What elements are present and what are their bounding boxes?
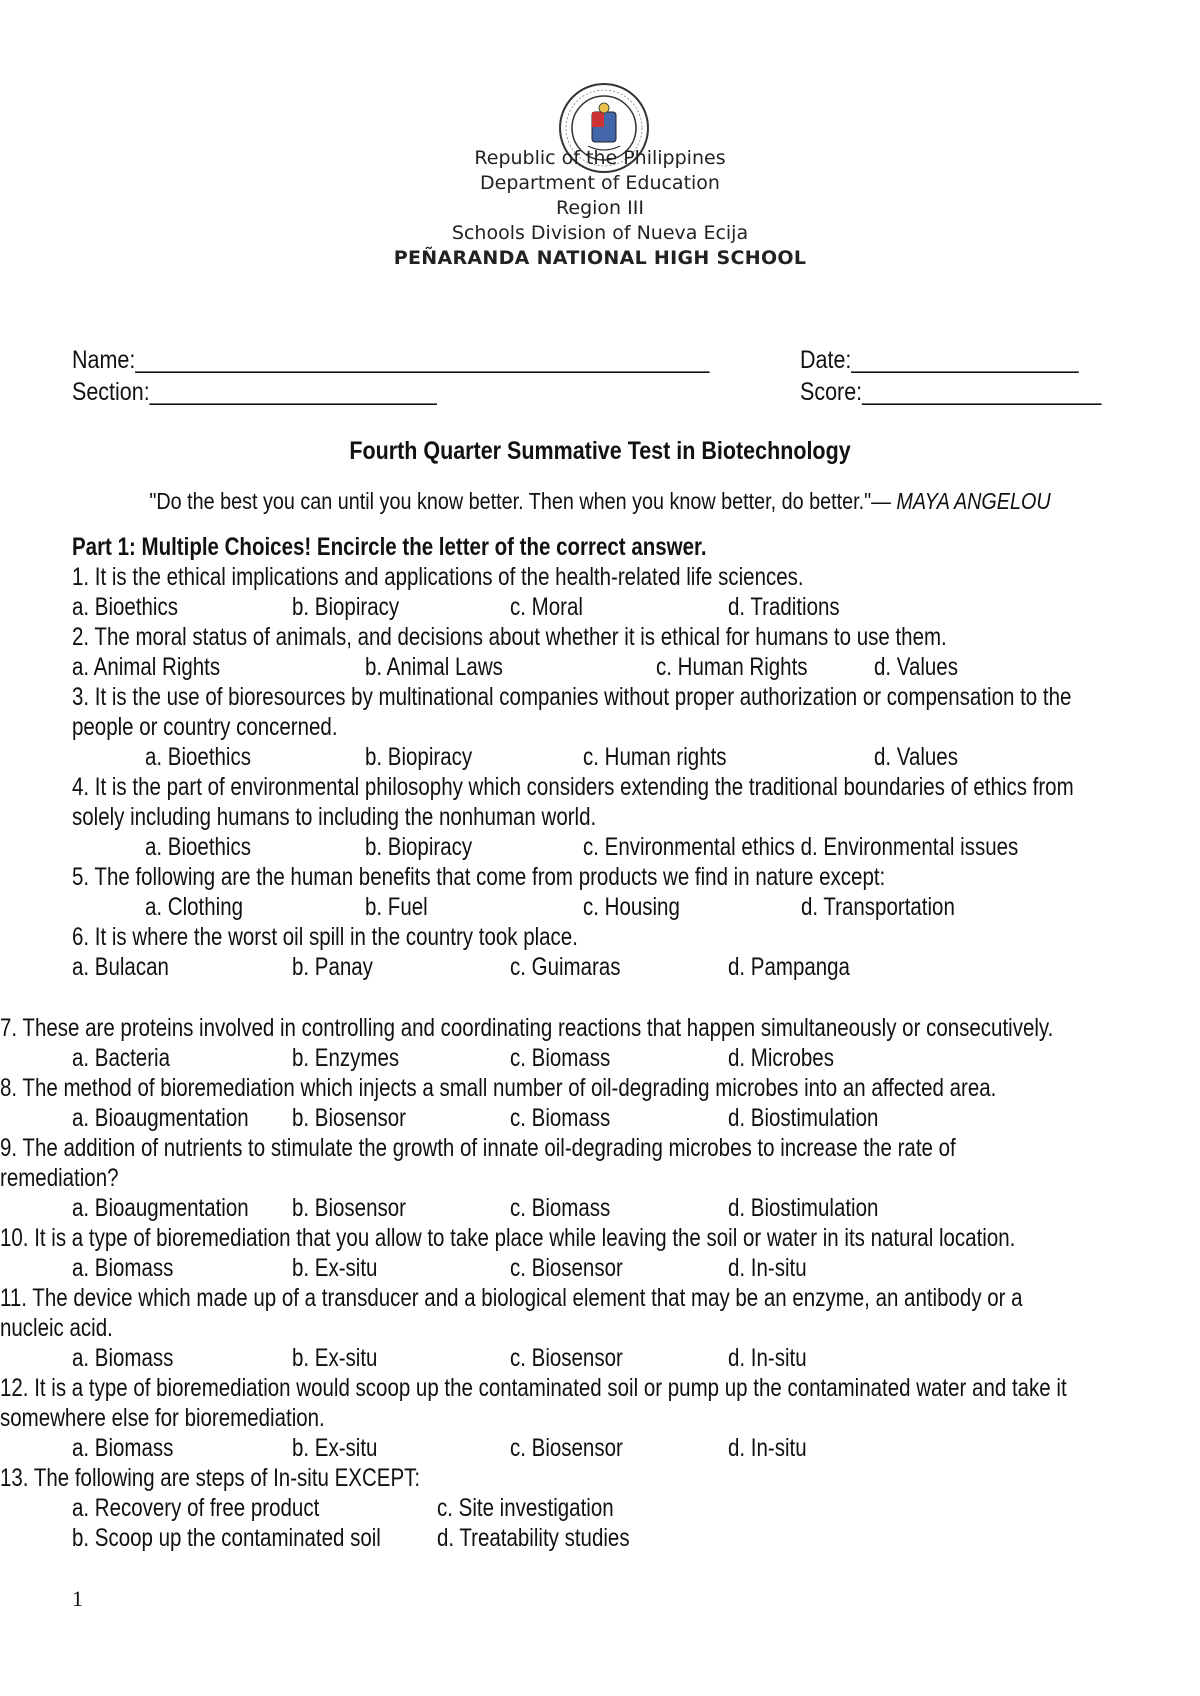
q8-option-d[interactable]: d. Biostimulation — [728, 1104, 879, 1132]
q9-option-a[interactable]: a. Bioaugmentation — [72, 1194, 249, 1222]
q1-option-c[interactable]: c. Moral — [510, 593, 583, 621]
q4-option-c[interactable]: c. Environmental ethics d. Environmental issues — [583, 833, 1019, 861]
q10-option-d[interactable]: d. In-situ — [728, 1254, 807, 1282]
question-9-line2: remediation? — [0, 1164, 119, 1192]
q10-option-a[interactable]: a. Biomass — [72, 1254, 174, 1282]
q12-option-b[interactable]: b. Ex-situ — [292, 1434, 378, 1462]
q7-option-a[interactable]: a. Bacteria — [72, 1044, 171, 1072]
q4-option-a[interactable]: a. Bioethics — [145, 833, 251, 861]
question-4-line2: solely including humans to including the nonhuman world. — [72, 803, 597, 831]
header-division: Schools Division of Nueva Ecija — [451, 222, 749, 244]
q5-option-a[interactable]: a. Clothing — [145, 893, 244, 921]
q6-option-b[interactable]: b. Panay — [292, 953, 373, 981]
q9-option-d[interactable]: d. Biostimulation — [728, 1194, 879, 1222]
quote — [84, 488, 1116, 515]
q1-option-b[interactable]: b. Biopiracy — [292, 593, 400, 621]
q12-option-d[interactable]: d. In-situ — [728, 1434, 807, 1462]
q2-option-d[interactable]: d. Values — [874, 653, 958, 681]
q5-option-b[interactable]: b. Fuel — [365, 893, 428, 921]
q3-option-c[interactable]: c. Human rights — [583, 743, 727, 771]
question-7: 7. These are proteins involved in controlling and coordinating reactions that happen simultaneously or consecutively. — [0, 1014, 1054, 1042]
question-8: 8. The method of bioremediation which injects a small number of oil-degrading microbes into an affected area. — [0, 1074, 997, 1102]
q1-option-d[interactable]: d. Traditions — [728, 593, 840, 621]
q11-option-d[interactable]: d. In-situ — [728, 1344, 807, 1372]
q3-option-b[interactable]: b. Biopiracy — [365, 743, 473, 771]
q2-option-a[interactable]: a. Animal Rights — [72, 653, 221, 681]
q13-option-d[interactable]: d. Treatability studies — [437, 1524, 630, 1552]
question-13: 13. The following are steps of In-situ EXCEPT: — [0, 1464, 421, 1492]
question-3-line2: people or country concerned. — [72, 713, 338, 741]
q9-option-b[interactable]: b. Biosensor — [292, 1194, 406, 1222]
question-6: 6. It is where the worst oil spill in the country took place. — [72, 923, 578, 951]
part1-instructions: Part 1: Multiple Choices! Encircle the letter of the correct answer. — [72, 533, 707, 561]
q7-option-c[interactable]: c. Biomass — [510, 1044, 611, 1072]
question-9-line1: 9. The addition of nutrients to stimulate the growth of innate oil-degrading microbes to increase the rate of — [0, 1134, 956, 1162]
question-5: 5. The following are the human benefits that come from products we find in nature except: — [72, 863, 886, 891]
score-field[interactable]: Score:____________________ — [800, 378, 1102, 406]
q10-option-c[interactable]: c. Biosensor — [510, 1254, 623, 1282]
q9-option-c[interactable]: c. Biomass — [510, 1194, 611, 1222]
q11-option-c[interactable]: c. Biosensor — [510, 1344, 623, 1372]
q8-option-a[interactable]: a. Bioaugmentation — [72, 1104, 249, 1132]
q2-option-c[interactable]: c. Human Rights — [656, 653, 808, 681]
q6-option-c[interactable]: c. Guimaras — [510, 953, 621, 981]
page-number: 1 — [72, 1586, 83, 1611]
q13-option-c[interactable]: c. Site investigation — [437, 1494, 614, 1522]
section-field[interactable]: Section:________________________ — [72, 378, 437, 406]
q5-option-d[interactable]: d. Transportation — [801, 893, 955, 921]
question-3-line1: 3. It is the use of bioresources by multinational companies without proper authorization or compensation to the — [72, 683, 1072, 711]
q4-option-b[interactable]: b. Biopiracy — [365, 833, 473, 861]
q12-option-a[interactable]: a. Biomass — [72, 1434, 174, 1462]
question-12-line2: somewhere else for bioremediation. — [0, 1404, 325, 1432]
header-region: Region III — [556, 197, 644, 219]
quote-author: MAYA ANGELOU — [890, 488, 1051, 514]
date-field[interactable]: Date:___________________ — [800, 346, 1079, 374]
quote-text: "Do the best you can until you know better. Then when you know better, do better."— — [149, 488, 891, 514]
q6-option-d[interactable]: d. Pampanga — [728, 953, 850, 981]
q1-option-a[interactable]: a. Bioethics — [72, 593, 178, 621]
question-11-line2: nucleic acid. — [0, 1314, 113, 1342]
q7-option-b[interactable]: b. Enzymes — [292, 1044, 400, 1072]
q3-option-a[interactable]: a. Bioethics — [145, 743, 251, 771]
q13-option-a[interactable]: a. Recovery of free product — [72, 1494, 320, 1522]
q2-option-b[interactable]: b. Animal Laws — [365, 653, 503, 681]
q13-option-b[interactable]: b. Scoop up the contaminated soil — [72, 1524, 381, 1552]
question-11-line1: 11. The device which made up of a transducer and a biological element that may be an enzyme, an antibody or a — [0, 1284, 1023, 1312]
school-name: PEÑARANDA NATIONAL HIGH SCHOOL — [393, 247, 807, 269]
q10-option-b[interactable]: b. Ex-situ — [292, 1254, 378, 1282]
q11-option-b[interactable]: b. Ex-situ — [292, 1344, 378, 1372]
header-department: Department of Education — [480, 172, 720, 194]
q3-option-d[interactable]: d. Values — [874, 743, 958, 771]
q5-option-c[interactable]: c. Housing — [583, 893, 680, 921]
question-1: 1. It is the ethical implications and applications of the health-related life sciences. — [72, 563, 804, 591]
test-title: Fourth Quarter Summative Test in Biotechnology — [349, 437, 851, 465]
header-republic: Republic of the Philippines — [474, 147, 726, 169]
name-field[interactable]: Name:________________________________________________ — [72, 346, 710, 374]
question-2: 2. The moral status of animals, and decisions about whether it is ethical for humans to use them. — [72, 623, 947, 651]
q7-option-d[interactable]: d. Microbes — [728, 1044, 834, 1072]
question-12-line1: 12. It is a type of bioremediation would scoop up the contaminated soil or pump up the contaminated water and take it — [0, 1374, 1067, 1402]
q6-option-a[interactable]: a. Bulacan — [72, 953, 169, 981]
q8-option-b[interactable]: b. Biosensor — [292, 1104, 406, 1132]
q12-option-c[interactable]: c. Biosensor — [510, 1434, 623, 1462]
q8-option-c[interactable]: c. Biomass — [510, 1104, 611, 1132]
q11-option-a[interactable]: a. Biomass — [72, 1344, 174, 1372]
question-4-line1: 4. It is the part of environmental philosophy which considers extending the traditional boundaries of ethics from — [72, 773, 1074, 801]
question-10: 10. It is a type of bioremediation that you allow to take place while leaving the soil or water in its natural location. — [0, 1224, 1016, 1252]
